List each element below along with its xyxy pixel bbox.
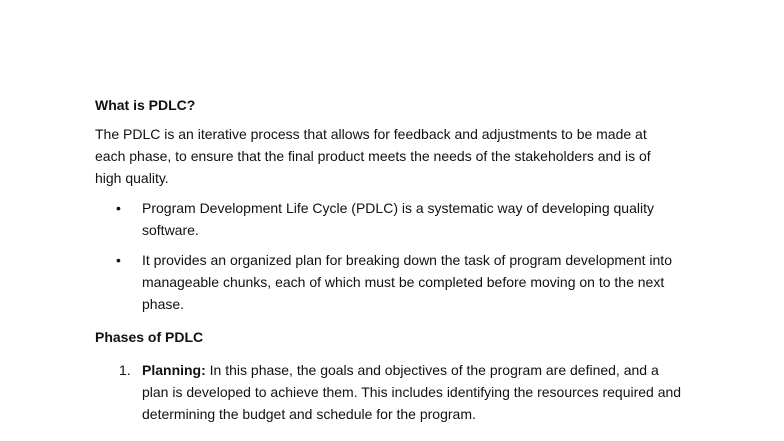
phases-list	[95, 359, 695, 425]
phase-item	[95, 359, 687, 425]
document-body	[95, 95, 695, 425]
bullet-text: It provides an organized plan for breaking down the task of program development into manageable chunks, each of which must be completed before moving on to the next phase.	[142, 252, 672, 312]
heading-what-is-pdlc: What is PDLC?	[95, 97, 196, 113]
bullet-dot-icon: •	[116, 252, 121, 268]
bullet-item	[95, 249, 687, 315]
heading-phases-of-pdlc: Phases of PDLC	[95, 329, 204, 345]
intro-paragraph: The PDLC is an iterative process that allows for feedback and adjustments to be made at each phase, to ensure that the final product meets the needs of the stakeholders and is of high quality.	[95, 126, 651, 186]
bullet-dot-icon: •	[116, 200, 121, 216]
bullet-list	[95, 197, 695, 315]
phase-number: 1.	[119, 362, 131, 378]
bullet-item	[95, 197, 687, 241]
phase-description: In this phase, the goals and objectives of the program are defined, and a plan is developed to achieve them. This includes identifying the resources required and determining the budget and schedule for the program.	[142, 362, 682, 422]
phase-term: Planning:	[142, 362, 206, 378]
bullet-text: Program Development Life Cycle (PDLC) is a systematic way of developing quality software.	[142, 200, 654, 238]
